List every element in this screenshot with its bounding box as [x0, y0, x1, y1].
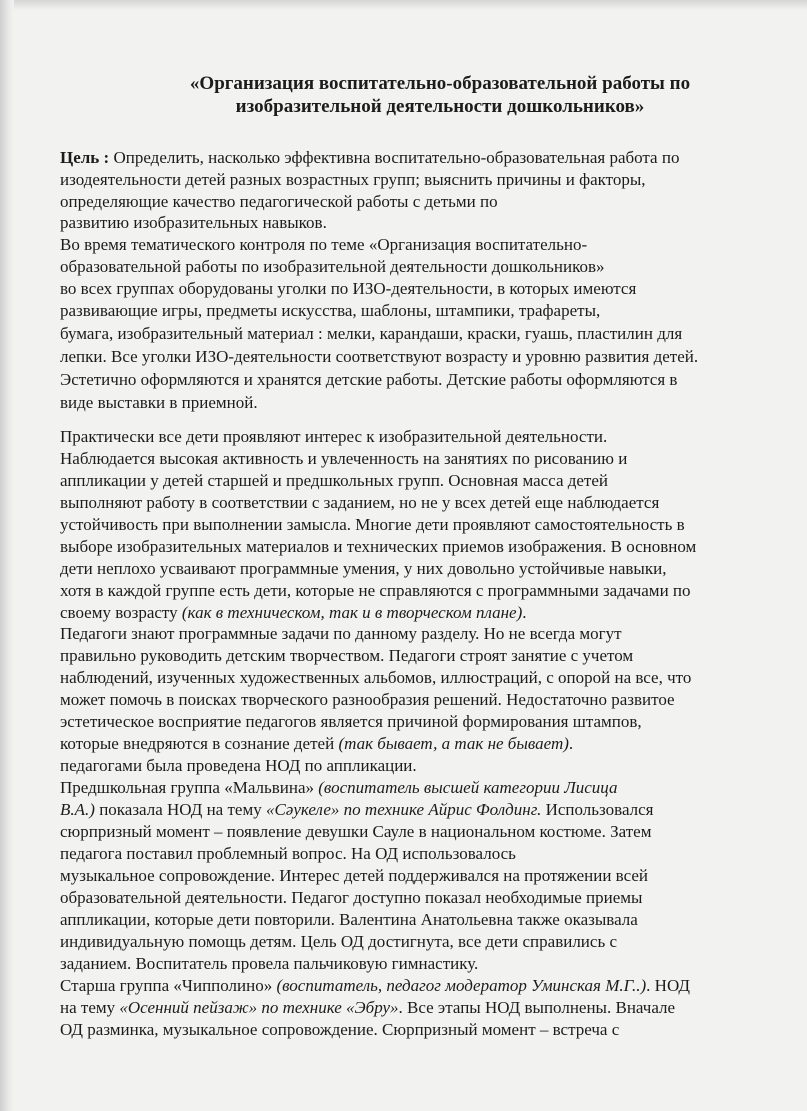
text-line	[60, 997, 675, 1019]
text-segment: развивающие игры, предметы искусства, шаблоны, штампики, трафареты,	[60, 301, 601, 320]
text-segment: может помочь в поисках творческого разнообразия решений. Недостаточно развитое	[60, 690, 675, 709]
text-line	[60, 426, 607, 448]
text-segment: .	[522, 603, 527, 622]
text-segment: аппликации, которые дети повторили. Валентина Анатольевна также оказывала	[60, 910, 638, 929]
text-line	[60, 953, 478, 975]
text-segment: педагога поставил проблемный вопрос. На ОД использовалось	[60, 844, 516, 863]
text-line	[60, 887, 642, 909]
text-line	[60, 843, 516, 865]
text-line	[60, 623, 622, 645]
text-segment: виде выставки в приемной.	[60, 393, 258, 412]
text-segment: Старша группа «Чипполино»	[60, 976, 277, 995]
text-line	[60, 234, 587, 256]
text-line	[60, 392, 258, 414]
text-line	[60, 975, 690, 997]
text-segment: дети неплохо усваивают программные умения, у них довольно устойчивые навыки,	[60, 559, 667, 578]
text-segment: Наблюдается высокая активность и увлеченность на занятиях по рисованию и	[60, 449, 628, 468]
text-segment: заданием. Воспитатель провела пальчиковую гимнастику.	[60, 954, 479, 973]
text-line	[60, 169, 646, 191]
text-line	[60, 821, 651, 843]
text-line	[60, 711, 642, 733]
text-segment: Эстетично оформляются и хранятся детские работы. Детские работы оформляются в	[60, 370, 678, 389]
text-segment: наблюдений, изученных художественных альбомов, иллюстраций, с опорой на все, что	[60, 668, 692, 687]
text-line	[60, 667, 691, 689]
italic-text: В.А.)	[60, 800, 95, 819]
title-line-1: «Организация воспитательно-образовательной работы по	[189, 73, 691, 94]
text-segment: показала НОД на тему	[94, 800, 266, 819]
text-line	[60, 755, 417, 777]
title-line-2: изобразительной деятельности дошкольников»	[235, 96, 645, 117]
text-line	[60, 300, 600, 322]
text-line	[60, 448, 627, 470]
text-segment: устойчивость при выполнении замысла. Многие дети проявляют самостоятельность в	[60, 515, 685, 534]
text-line	[60, 689, 675, 711]
text-segment: аппликации у детей старшей и предшкольных групп. Основная масса детей	[60, 471, 609, 490]
text-segment: ОД разминка, музыкальное сопровождение. Сюрпризный момент – встреча с	[60, 1020, 620, 1039]
text-segment: бумага, изобразительный материал : мелки, карандаши, краски, гуашь, пластилин для	[60, 324, 683, 343]
text-segment: индивидуальную помощь детям. Цель ОД достигнута, все дети справились с	[60, 932, 617, 951]
text-line	[60, 470, 608, 492]
text-line	[60, 256, 605, 278]
text-line	[60, 147, 679, 169]
text-line	[60, 931, 617, 953]
text-segment: изодеятельности детей разных возрастных групп; выяснить причины и факторы,	[60, 170, 646, 189]
text-line	[60, 492, 659, 514]
text-segment: выполняют работу в соответствии с заданием, но не у всех детей еще наблюдается	[60, 493, 660, 512]
text-line	[60, 777, 617, 799]
text-segment: педагогами была проведена НОД по аппликации.	[60, 756, 417, 775]
text-line	[60, 1019, 619, 1041]
italic-text: «Осенний пейзаж» по технике «Эбру»	[119, 998, 399, 1017]
goal-label: Цель :	[60, 148, 110, 167]
text-segment: которые внедряются в сознание детей	[60, 734, 339, 753]
text-segment: Педагоги знают программные задачи по данному разделу. Но не всегда могут	[60, 624, 622, 643]
text-line	[60, 191, 498, 213]
text-line	[60, 865, 648, 887]
italic-text: (как в техническом, так и в творческом плане)	[181, 603, 523, 622]
text-segment: музыкальное сопровождение. Интерес детей поддерживался на протяжении всей	[60, 866, 648, 885]
scan-shadow-left	[0, 0, 14, 1111]
italic-text: «Сәукеле» по технике Айрис Фолдинг.	[265, 800, 542, 819]
text-line	[60, 799, 654, 821]
italic-text: (воспитатель высшей категории Лисица	[318, 778, 618, 797]
text-segment: Определить, насколько эффективна воспитательно-образовательная работа по	[109, 148, 680, 167]
text-segment: во всех группах оборудованы уголки по ИЗО-деятельности, в которых имеются	[60, 279, 637, 298]
text-segment: выборе изобразительных материалов и технических приемов изображения. В основном	[60, 537, 697, 556]
text-segment: лепки. Все уголки ИЗО-деятельности соответствуют возрасту и уровню развития детей.	[60, 347, 699, 366]
text-segment: своему возрасту	[60, 603, 182, 622]
text-segment: развитию изобразительных навыков.	[60, 213, 327, 232]
text-segment: на тему	[60, 998, 120, 1017]
text-segment: образовательной деятельности. Педагог доступно показал необходимые приемы	[60, 888, 643, 907]
text-line	[60, 580, 691, 602]
text-segment: сюрпризный момент – появление девушки Сауле в национальном костюме. Затем	[60, 822, 652, 841]
text-line	[60, 369, 677, 391]
text-segment: Использовался	[541, 800, 654, 819]
text-line	[60, 323, 682, 345]
text-segment: правильно руководить детским творчеством. Педагоги строят занятие с учетом	[60, 646, 634, 665]
italic-text: (воспитатель, педагог модератор Уминская М.Г..)	[276, 976, 647, 995]
text-segment: Практически все дети проявляют интерес к изобразительной деятельности.	[60, 427, 608, 446]
text-line	[60, 514, 685, 536]
text-line	[60, 645, 633, 667]
text-line	[60, 602, 527, 624]
text-line	[60, 212, 327, 234]
text-segment: . НОД	[646, 976, 690, 995]
text-line	[60, 346, 698, 368]
text-segment: . Все этапы НОД выполнены. Вначале	[398, 998, 676, 1017]
text-segment: Во время тематического контроля по теме «Организация воспитательно-	[60, 235, 588, 254]
text-segment: Предшкольная группа «Мальвина»	[60, 778, 319, 797]
text-line	[60, 536, 696, 558]
italic-text: (так бывает, а так не бывает)	[338, 734, 569, 753]
text-segment: .	[568, 734, 574, 753]
text-segment: образовательной работы по изобразительной деятельности дошкольников»	[60, 257, 605, 276]
text-line	[60, 733, 573, 755]
text-segment: определяющие качество педагогической работы с детьми по	[60, 192, 498, 211]
document-page	[60, 0, 780, 1111]
text-line	[60, 909, 638, 931]
document-title	[140, 72, 740, 118]
text-segment: хотя в каждой группе есть дети, которые не справляются с программными задачами по	[60, 581, 691, 600]
text-line	[60, 278, 636, 300]
text-line	[60, 558, 666, 580]
text-segment: эстетическое восприятие педагогов является причиной формирования штампов,	[60, 712, 642, 731]
